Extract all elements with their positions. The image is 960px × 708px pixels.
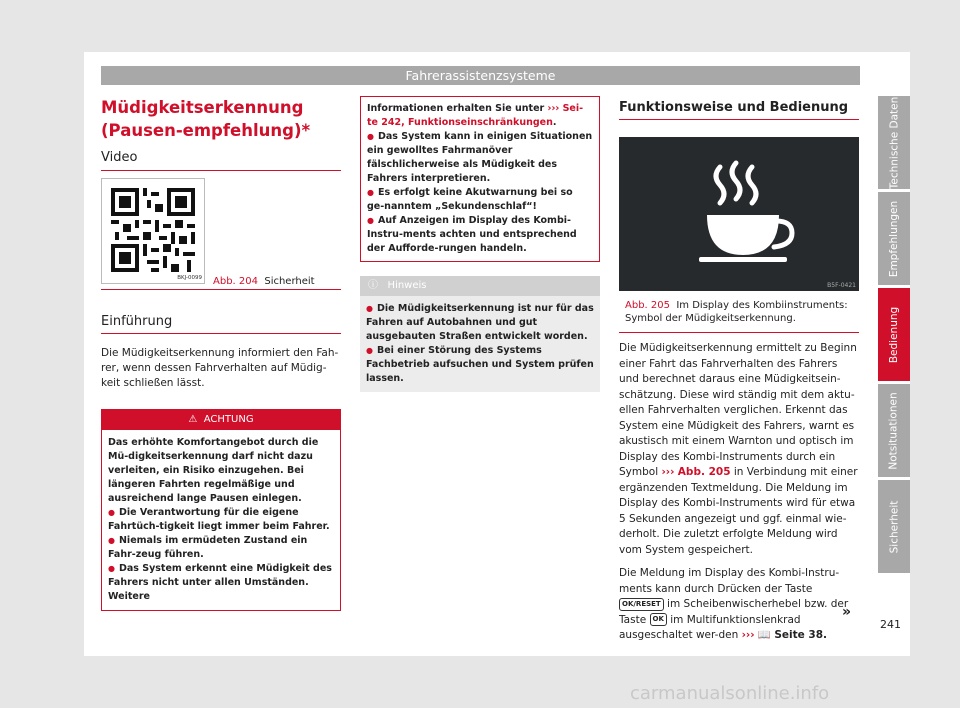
coffee-cup-icon bbox=[619, 137, 859, 291]
warning-bullet: ● Die Verantwortung für die eigene Fahrtüch-tigkeit liegt immer beim Fahrer. bbox=[108, 506, 334, 534]
chapter-header: Fahrerassistenzsysteme bbox=[101, 66, 860, 85]
column-left bbox=[101, 96, 341, 611]
warning-label: ACHTUNG bbox=[203, 414, 254, 425]
intro-heading: Einführung bbox=[101, 314, 341, 334]
warning-bullet: ● Das System erkennt eine Müdigkeit des Fahrers nicht unter allen Umständen. Weitere bbox=[108, 562, 334, 604]
watermark: carmanualsonline.info bbox=[630, 683, 830, 704]
info-bullet: ● Es erfolgt keine Akutwarnung bei so ge-nanntem „Sekundenschlaf“! bbox=[367, 186, 593, 214]
tab-notsituationen[interactable] bbox=[878, 384, 910, 477]
link-arrow-icon: ››› bbox=[661, 466, 675, 478]
tab-label: Empfehlungen bbox=[888, 200, 901, 277]
page-number: 241 bbox=[880, 618, 901, 631]
tab-label: Bedienung bbox=[888, 306, 900, 363]
warning-header bbox=[102, 410, 340, 430]
ok-reset-key-icon: OK/RESET bbox=[619, 598, 664, 611]
column-right bbox=[619, 96, 859, 644]
info-prefix: Informationen erhalten Sie unter bbox=[367, 103, 545, 114]
paragraph-text: im Scheibenwischerhebel bzw. der Taste bbox=[619, 598, 849, 626]
tab-empfehlungen[interactable] bbox=[878, 192, 910, 285]
paragraph-text: im Multifunktionslenkrad ausgeschaltet wer-den bbox=[619, 613, 801, 641]
tab-bedienung[interactable] bbox=[878, 288, 910, 381]
figure-caption-text: Im Display des Kombiinstruments: Symbol der Müdigkeitserkennung. bbox=[625, 300, 848, 324]
warning-text: Das erhöhte Komfortangebot durch die Mü-digkeitserkennung darf nicht dazu verleiten, ein Risiko einzugehen. Bei längeren Fahrten regelmäßige und ausreichend lange Pausen einlegen. bbox=[108, 437, 319, 504]
intro-text: Die Müdigkeitserkennung informiert den Fah-rer, wenn dessen Fahrverhalten auf Müdig-keit schließen lässt. bbox=[101, 347, 339, 389]
tab-label: Notsituationen bbox=[888, 391, 900, 470]
info-bullet: ● Auf Anzeigen im Display des Kombi-Instru-ments achten und entsprechend der Aufforde-rungen handeln. bbox=[367, 214, 593, 256]
continue-chevron-icon: » bbox=[842, 604, 852, 620]
function-heading: Funktionsweise und Bedienung bbox=[619, 100, 859, 120]
link-arrow-icon: ››› bbox=[741, 629, 755, 641]
paragraph-text: Die Meldung im Display des Kombi-Instru-ments kann durch Drücken der Taste bbox=[619, 567, 840, 595]
body-paragraph bbox=[619, 566, 859, 644]
figure-link[interactable]: Abb. 205 bbox=[677, 466, 731, 478]
link-arrow-icon: ››› bbox=[547, 103, 560, 114]
info-icon: ⓘ bbox=[368, 280, 378, 291]
paragraph-text: Die Müdigkeitserkennung ermittelt zu Beginn einer Fahrt das Fahrverhalten des Fahrers und berechnet daraus eine Müdigkeitsein-schätzung. Diese wird ständig mit dem aktu-ellen Fahrverhalten verglichen. Erkennt das System eine Müdigkeit des Fahrers, warnt es akustisch mit einem Warnton und optisch im Display des Kombi-Instruments durch ein Symbol bbox=[619, 342, 857, 478]
note-body bbox=[360, 296, 600, 392]
ok-key-icon: OK bbox=[650, 613, 667, 626]
display-image bbox=[619, 137, 859, 291]
warning-body bbox=[102, 430, 340, 610]
info-bullet: ● Das System kann in einigen Situationen ein gewolltes Fahrmanöver fälschlicherweise als Müdigkeit des Fahrers interpretieren. bbox=[367, 130, 593, 186]
figure-caption bbox=[213, 276, 315, 287]
tab-sicherheit[interactable] bbox=[878, 480, 910, 573]
body-paragraph bbox=[619, 341, 859, 558]
figure-label: Abb. 205 bbox=[625, 300, 670, 311]
figure-204 bbox=[101, 178, 341, 290]
figure-code: BKJ-0099 bbox=[177, 275, 202, 281]
info-link[interactable]: Sei-te 242, Funktionseinschränkungen bbox=[367, 103, 584, 128]
figure-205-caption bbox=[619, 299, 859, 333]
note-header bbox=[360, 276, 600, 296]
figure-code: B5F-0421 bbox=[827, 282, 856, 289]
qr-code-icon bbox=[111, 188, 195, 272]
note-bullet: ● Die Müdigkeitserkennung ist nur für das Fahren auf Autobahnen und gut ausgebauten Straßen entwickelt worden. bbox=[366, 302, 594, 344]
qr-code-image[interactable] bbox=[101, 178, 205, 284]
section-title: Müdigkeitserkennung (Pausen-empfehlung)* bbox=[101, 98, 311, 140]
tab-technische-daten[interactable] bbox=[878, 96, 910, 189]
warning-box bbox=[101, 409, 341, 611]
note-box bbox=[360, 276, 600, 392]
warning-continuation-box bbox=[360, 96, 600, 262]
paragraph-text: in Verbindung mit einer ergänzenden Textmeldung. Die Meldung im Display des Kombi-Instruments wird für etwa 5 Sekunden angezeigt und ggf. einmal wie-derholt. Die zuletzt erfolgte Meldung wird vom System gespeichert. bbox=[619, 466, 858, 556]
page-link[interactable]: Seite 38. bbox=[774, 629, 828, 641]
side-tabs bbox=[878, 96, 910, 576]
video-subtitle: Video bbox=[101, 150, 341, 171]
tab-label: Sicherheit bbox=[888, 500, 901, 553]
book-icon: 📖 bbox=[757, 629, 771, 641]
warning-bullet: ● Niemals im ermüdeten Zustand ein Fahr-zeug führen. bbox=[108, 534, 334, 562]
info-reference: Informationen erhalten Sie unter ››› Sei-te 242, Funktionseinschränkungen. bbox=[367, 103, 584, 128]
tab-label: Technische Daten bbox=[888, 96, 901, 189]
note-bullet: ● Bei einer Störung des Systems Fachbetrieb aufsuchen und System prüfen lassen. bbox=[366, 344, 594, 386]
figure-label: Abb. 204 bbox=[213, 276, 258, 287]
warning-triangle-icon: ⚠ bbox=[188, 414, 198, 425]
note-label: Hinweis bbox=[387, 280, 427, 291]
column-middle bbox=[360, 96, 600, 392]
figure-caption-text: Sicherheit bbox=[264, 276, 315, 287]
